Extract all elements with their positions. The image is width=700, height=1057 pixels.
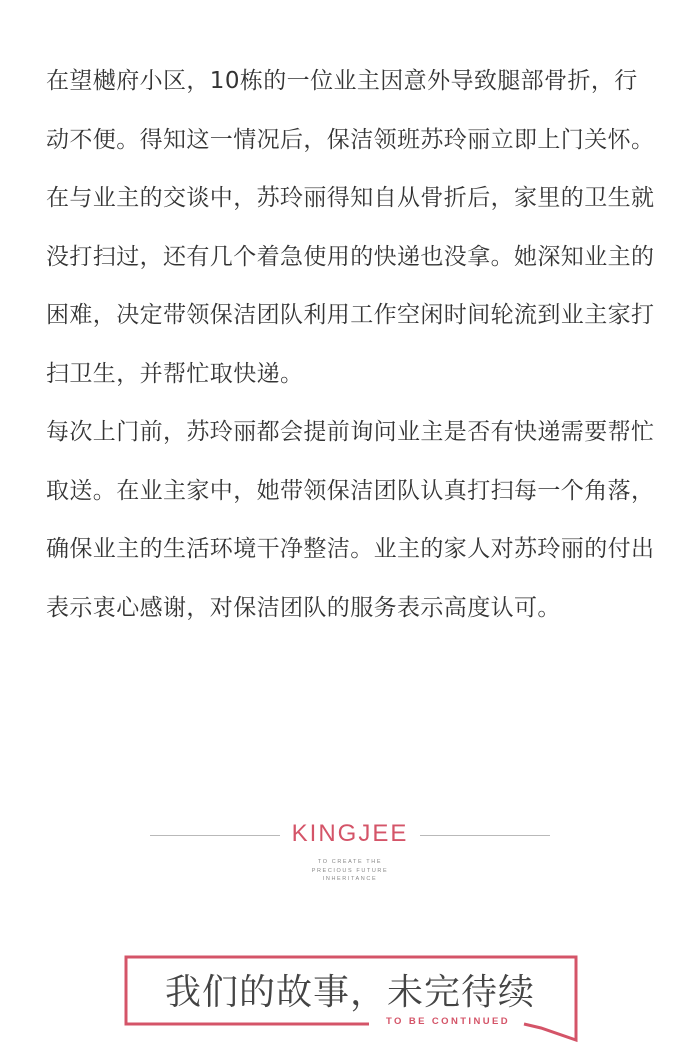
slogan-line: INHERITANCE [322, 876, 378, 882]
slogan-line: TO CREATE THE [317, 859, 383, 865]
article-paragraph: 在望樾府小区，10栋的一位业主因意外导致腿部骨折，行动不便。得知这一情况后，保洁领班苏玲丽立即上门关怀。 [46, 68, 655, 153]
banner-subtitle: TO BE CONTINUED [386, 1016, 510, 1027]
brand-slogan [150, 858, 550, 884]
slogan-line: PRECIOUS FUTURE [311, 867, 389, 874]
article-paragraph: 每次上门前，苏玲丽都会提前询问业主是否有快递需要帮忙取送。在业主家中，她带领保洁团队认真打扫每一个角落，确保业主的生活环境干净整洁。业主的家人对苏玲丽的付出表示衷心感谢，对保洁团队的服务表示高度认可。 [46, 419, 655, 621]
banner-title: 我们的故事，未完待续 [164, 972, 535, 1013]
brand-logo: KINGJEE [291, 820, 409, 847]
article-paragraph: 在与业主的交谈中，苏玲丽得知自从骨折后，家里的卫生就没打扫过，还有几个着急使用的快递也没拿。她深知业主的困难，决定带领保洁团队利用工作空闲时间轮流到业主家打扫卫生，并帮忙取快递。 [46, 185, 655, 387]
brand-block [150, 818, 550, 898]
divider-right [420, 835, 550, 836]
article-body [46, 52, 658, 637]
